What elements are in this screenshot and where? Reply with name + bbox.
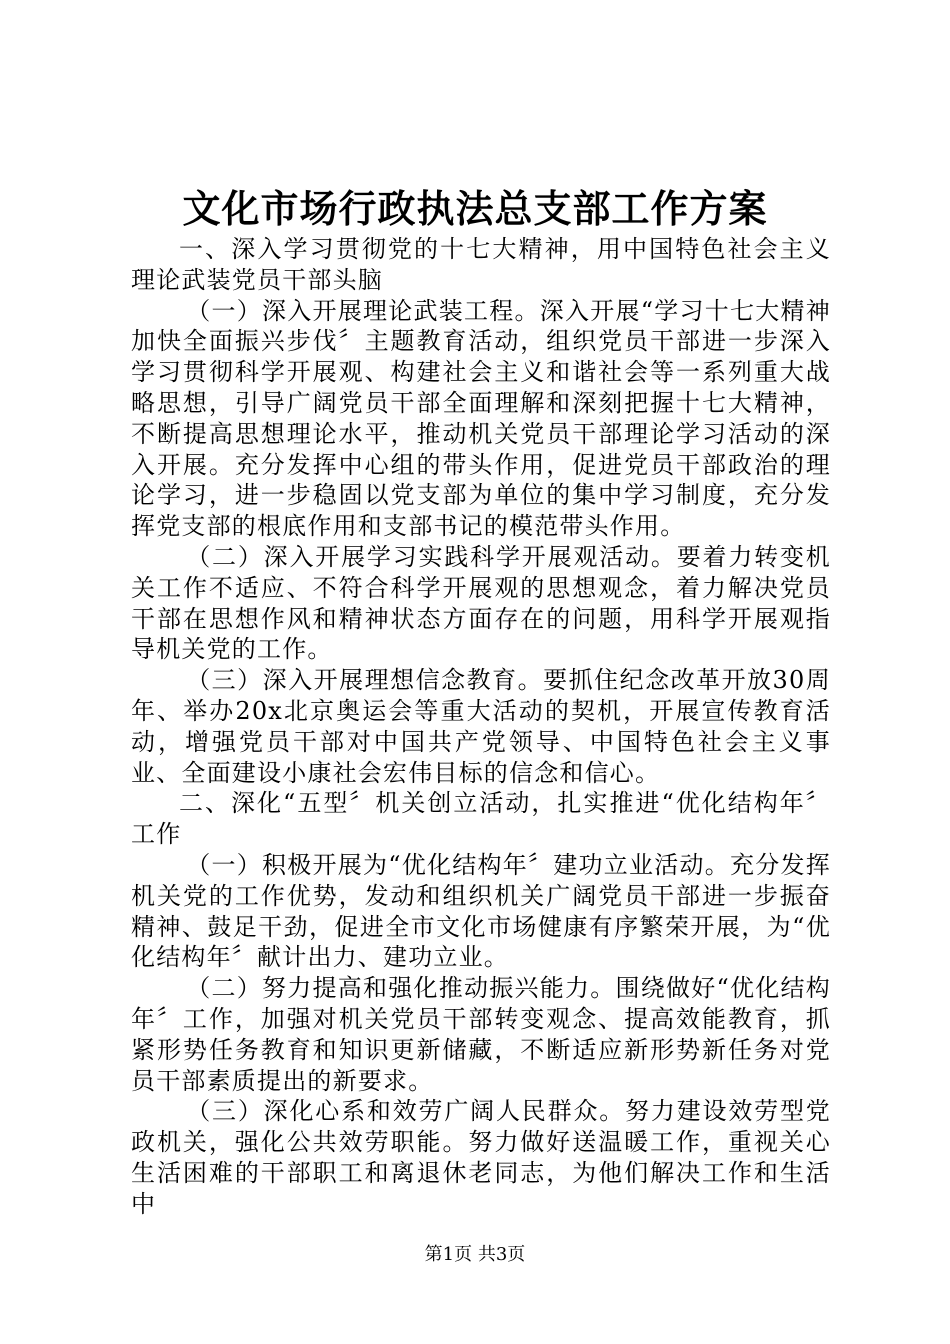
paragraph-1-3: （三）深入开展理想信念教育。要抓住纪念改革开放30周年、举办20x北京奥运会等重大活动的契机，开展宣传教育活动，增强党员干部对中国共产党领导、中国特色社会主义事业、全面建设小康社会宏伟目标的信念和信心。 (131, 666, 831, 787)
paragraph-1-2: （二）深入开展学习实践科学开展观活动。要着力转变机关工作不适应、不符合科学开展观的思想观念，着力解决党员干部在思想作风和精神状态方面存在的问题，用科学开展观指导机关党的工作。 (131, 542, 831, 664)
document-title: 文化市场行政执法总支部工作方案 (182, 186, 768, 231)
section-heading-2: 二、深化“五型〞机关创立活动，扎实推进“优化结构年〞工作 (131, 789, 831, 849)
paragraph-1-1: （一）深入开展理论武装工程。深入开展“学习十七大精神 加快全面振兴步伐〞主题教育活动，组织党员干部进一步深入学习贯彻科学开展观、构建社会主义和谐社会等一系列重大战略思想，引导广阔党员干部全面理解和深刻把握十七大精神，不断提高思想理论水平，推动机关党员干部理论学习活动的深入开展。充分发挥中心组的带头作用，促进党员干部政治的理论学习，进一步稳固以党支部为单位的集中学习制度，充分发挥党支部的根底作用和支部书记的模范带头作用。 (131, 296, 831, 541)
paragraph-2-2: （二）努力提高和强化推动振兴能力。围绕做好“优化结构年〞工作，加强对机关党员干部转变观念、提高效能教育，抓紧形势任务教育和知识更新储藏，不断适应新形势新任务对党员干部素质提出的新要求。 (131, 974, 831, 1095)
section-heading-1: 一、深入学习贯彻党的十七大精神，用中国特色社会主义理论武装党员干部头脑 (131, 235, 831, 294)
document-body (131, 234, 831, 1220)
paragraph-2-1: （一）积极开展为“优化结构年〞建功立业活动。充分发挥机关党的工作优势，发动和组织机关广阔党员干部进一步振奋精神、鼓足干劲，促进全市文化市场健康有序繁荣开展，为“优化结构年〞献计出力、建功立业。 (131, 850, 831, 972)
page-number: 第1页 共3页 (424, 1244, 526, 1265)
paragraph-2-3: （三）深化心系和效劳广阔人民群众。努力建设效劳型党政机关，强化公共效劳职能。努力做好送温暖工作，重视关心生活困难的干部职工和离退休老同志，为他们解决工作和生活中 (131, 1097, 831, 1218)
